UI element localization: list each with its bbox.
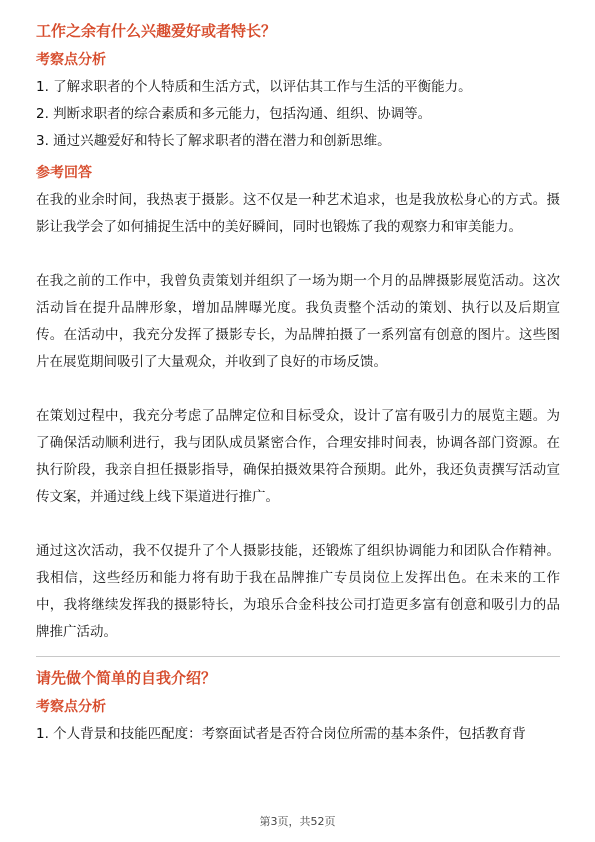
answer-label: 参考回答 xyxy=(36,165,92,181)
analysis-item: 2. 判断求职者的综合素质和多元能力，包括沟通、组织、协调等。 xyxy=(36,106,432,122)
answer-paragraph: 在策划过程中，我充分考虑了品牌定位和目标受众，设计了富有吸引力的展览主题。为了确保活动顺利进行，我与团队成员紧密合作，合理安排时间表，协调各部门资源。在执行阶段，我亲自担任摄影指导，确保拍摄效果符合预期。此外，我还负责撰写活动宣传文案，并通过线上线下渠道进行推广。 xyxy=(36,408,560,505)
answer-paragraph: 通过这次活动，我不仅提升了个人摄影技能，还锻炼了组织协调能力和团队合作精神。我相信，这些经历和能力将有助于我在品牌推广专员岗位上发挥出色。在未来的工作中，我将继续发挥我的摄影特长，为琅乐合金科技公司打造更多富有创意和吸引力的品牌推广活动。 xyxy=(36,543,560,640)
analysis-item: 1. 个人背景和技能匹配度：考察面试者是否符合岗位所需的基本条件，包括教育背 xyxy=(36,726,526,742)
analysis-list xyxy=(36,721,560,748)
page-content xyxy=(36,20,560,756)
analysis-item: 3. 通过兴趣爱好和特长了解求职者的潜在潜力和创新思维。 xyxy=(36,133,391,149)
analysis-item: 1. 了解求职者的个人特质和生活方式，以评估其工作与生活的平衡能力。 xyxy=(36,79,472,95)
analysis-label: 考察点分析 xyxy=(36,699,106,715)
analysis-label: 考察点分析 xyxy=(36,52,106,68)
answer-paragraph: 在我之前的工作中，我曾负责策划并组织了一场为期一个月的品牌摄影展览活动。这次活动旨在提升品牌形象，增加品牌曝光度。我负责整个活动的策划、执行以及后期宣传。在活动中，我充分发挥了摄影专长，为品牌拍摄了一系列富有创意的图片。这些图片在展览期间吸引了大量观众，并收到了良好的市场反馈。 xyxy=(36,273,560,370)
question-block-2 xyxy=(36,667,560,748)
question-title: 请先做个简单的自我介绍？ xyxy=(36,669,217,687)
section-divider xyxy=(36,656,560,657)
answer-body xyxy=(36,187,560,646)
question-title: 工作之余有什么兴趣爱好或者特长？ xyxy=(36,22,277,40)
page-footer: 第3页，共52页 xyxy=(259,815,336,828)
question-block-1 xyxy=(36,20,560,646)
analysis-list xyxy=(36,74,560,155)
answer-paragraph: 在我的业余时间，我热衷于摄影。这不仅是一种艺术追求，也是我放松身心的方式。摄影让我学会了如何捕捉生活中的美好瞬间，同时也锻炼了我的观察力和审美能力。 xyxy=(36,192,560,235)
